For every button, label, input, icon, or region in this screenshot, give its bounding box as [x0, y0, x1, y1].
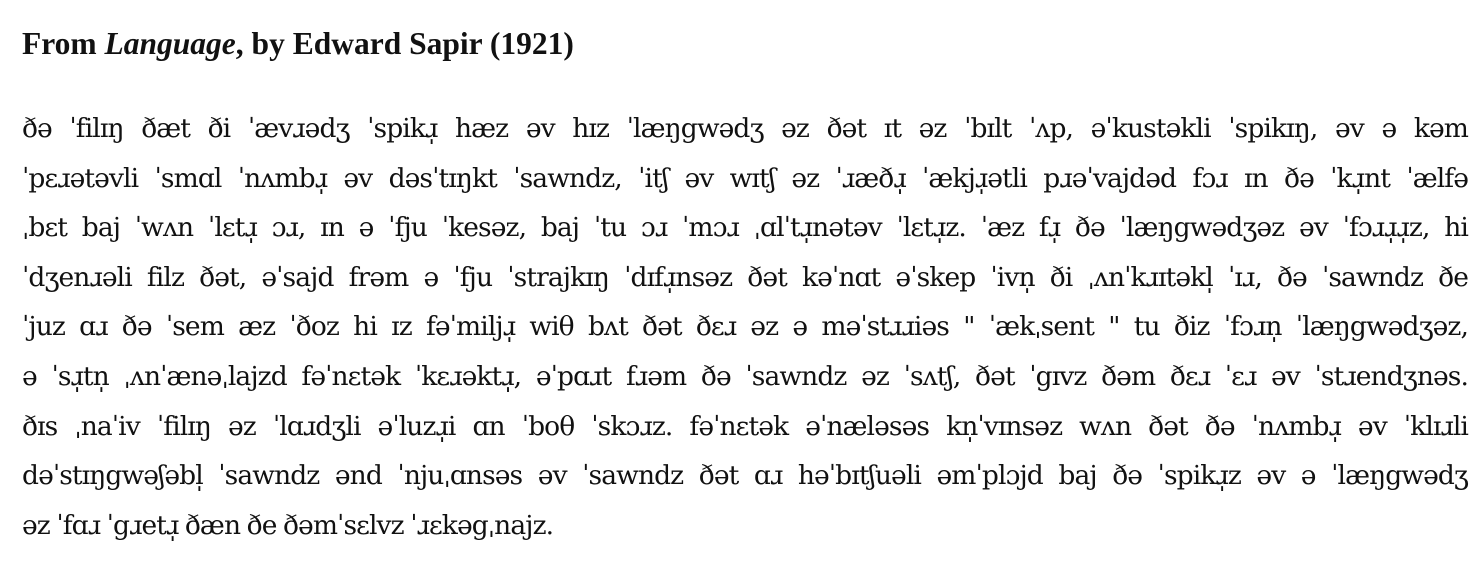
transcription-line-7: ðɪs ˌnaˈiv ˈfilɪŋ əz ˈlɑɹdʒli əˈluzɹ̩i ɑn ˈboθ ˈskɔɹz. fəˈnɛtək əˈnæləsəs kn̩ˈvɪnsəz wʌn ðət ðə ˈnʌmbɹ̩ əv ˈklɪɹli — [22, 410, 1468, 442]
transcription-line-6: ə ˈsɹ̩tn̩ ˌʌnˈænəˌlajzd fəˈnɛtək ˈkɛɹəktɹ̩, əˈpɑɹt fɹəm ðə ˈsawndz əz ˈsʌtʃ, ðət ˈgɪvz ðəm ðɛɹ ˈɛɹ əv ˈstɹendʒnəs. — [22, 360, 1468, 392]
page-title — [22, 22, 574, 66]
phonetic-transcription-paragraph — [22, 104, 1468, 550]
title-prefix: From — [22, 26, 105, 61]
transcription-line-2: ˈpɛɹətəvli ˈsmɑl ˈnʌmbɹ̩ əv dəsˈtɪŋkt ˈsawndz, ˈitʃ əv wɪtʃ əz ˈɹæðɹ̩ ˈækjɹ̩ətli pɹəˈvajdəd fɔɹ ɪn ðə ˈkɹ̩nt ˈælfə — [22, 162, 1468, 194]
transcription-line-8: dəˈstɪŋgwəʃəbl̩ ˈsawndz ənd ˈnjuˌɑnsəs əv ˈsawndz ðət ɑɹ həˈbɪtʃuəli əmˈplɔjd baj ðə ˈspikɹ̩z əv ə ˈlæŋgwədʒ — [22, 460, 1468, 492]
transcription-line-9: əz ˈfɑɹ ˈgɹetɹ̩ ðæn ðe ðəmˈsɛlvz ˈɹɛkəgˌnajz. — [22, 509, 554, 541]
transcription-line-3: ˌbɛt baj ˈwʌn ˈlɛtɹ̩ ɔɹ, ɪn ə ˈfju ˈkesəz, baj ˈtu ɔɹ ˈmɔɹ ˌɑlˈtɹ̩nətəv ˈlɛtɹ̩z. ˈæz fɹ̩ ðə ˈlæŋgwədʒəz əv ˈfɔɹɹ̩ɹ̩z, hi — [22, 212, 1468, 244]
transcription-line-4: ˈdʒenɹəli filz ðət, əˈsajd frəm ə ˈfju ˈstrajkɪŋ ˈdɪfɹ̩nsəz ðət kəˈnɑt əˈskep ˈivn̩ ði ˌʌnˈkɹɪtəkl̩ ˈɪɹ, ðə ˈsawndz ðe — [22, 261, 1468, 293]
transcription-line-5: ˈjuz ɑɹ ðə ˈsem æz ˈðoz hi ɪz fəˈmiljɹ̩ wiθ bʌt ðət ðɛɹ əz ə məˈstɹɹiəs " ˈækˌsent " tu ðiz ˈfɔɹn̩ ˈlæŋgwədʒəz, — [22, 311, 1468, 343]
title-suffix: , by Edward Sapir (1921) — [235, 26, 574, 61]
title-book-name: Language — [104, 26, 236, 61]
transcription-line-1: ðə ˈfilɪŋ ðæt ði ˈævɹədʒ ˈspikɹ̩ hæz əv hɪz ˈlæŋgwədʒ əz ðət ɪt əz ˈbɪlt ˈʌp, əˈkustəkli ˈspikɪŋ, əv ə kəm — [22, 113, 1468, 144]
